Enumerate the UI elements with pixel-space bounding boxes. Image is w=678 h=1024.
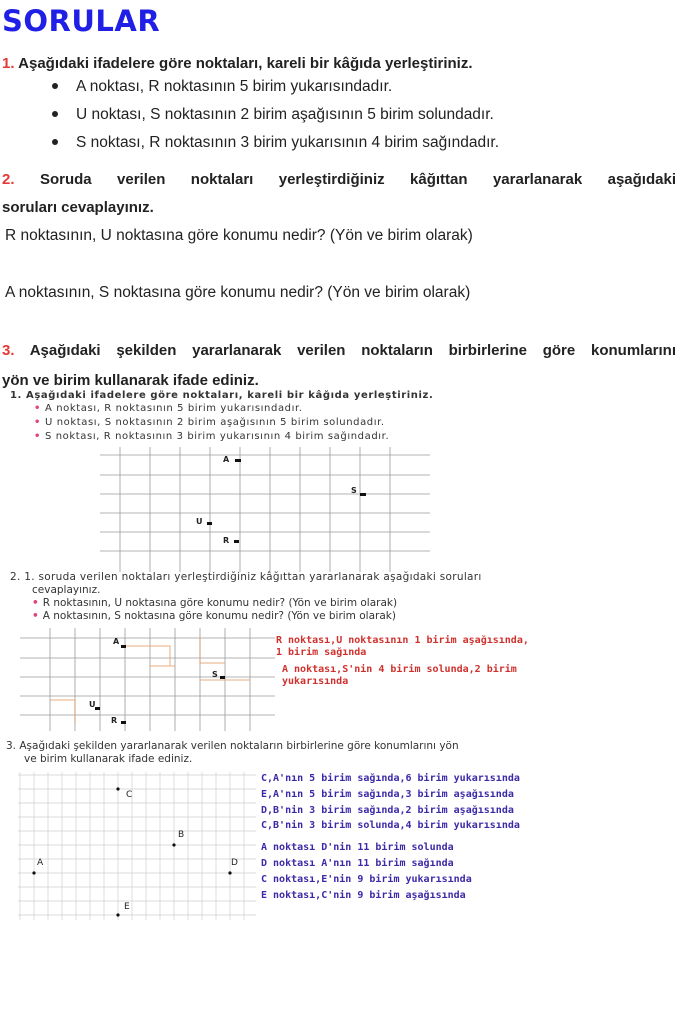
bullet-icon: • <box>32 610 39 622</box>
list-item: • A noktası, R noktasının 5 birim yukarısındadır. <box>34 403 303 414</box>
answer-text: D noktası A'nın 11 birim sağında <box>261 857 454 869</box>
point-a-mark <box>121 645 126 648</box>
question-2-number: 2. <box>2 171 15 188</box>
grid-2-label-r: R <box>111 716 118 725</box>
answer-text: 1 birim sağında <box>276 647 367 658</box>
grid-2-label-s: S <box>212 670 218 679</box>
grid-3-label-c: C <box>126 790 133 800</box>
answer-text: R noktası,U noktasının 1 birim aşağısında, <box>276 635 529 646</box>
scan-q1-heading: 1. Aşağıdaki ifadelere göre noktaları, kareli bir kâğıda yerleştiriniz. <box>10 390 434 401</box>
answer-text: C noktası,E'nin 9 birim yukarısında <box>261 873 472 885</box>
grid-1-label-s: S <box>351 486 357 495</box>
answer-text: C,B'nin 3 birim solunda,4 birim yukarısında <box>261 820 520 832</box>
grid-2-label-u: U <box>89 700 96 709</box>
question-3 <box>2 342 676 359</box>
point-b-mark <box>172 843 175 846</box>
question-1-number: 1. <box>2 55 15 72</box>
grid-1-label-a: A <box>223 455 230 464</box>
grid-1-label-u: U <box>196 517 203 526</box>
list-item: • U noktası, S noktasının 2 birim aşağısının 5 birim solundadır. <box>34 417 385 428</box>
list-item: • A noktasının, S noktasına göre konumu nedir? (Yön ve birim olarak) <box>32 610 396 622</box>
question-3-text-cont: yön ve birim kullanarak ifade ediniz. <box>2 372 259 389</box>
scan-q2-heading-cont: cevaplayınız. <box>32 584 101 596</box>
grid-1 <box>100 447 430 572</box>
question-2-text-cont: soruları cevaplayınız. <box>2 199 154 216</box>
question-1 <box>2 55 473 72</box>
bullet-icon: • <box>34 431 41 442</box>
grid-1-label-r: R <box>223 536 230 545</box>
answer-text: E noktası,C'nin 9 birim aşağısında <box>261 889 466 901</box>
point-u-mark <box>95 707 100 710</box>
bullet-icon: • <box>34 417 41 428</box>
question-2 <box>2 171 676 188</box>
grid-2 <box>20 628 275 731</box>
answer-text: yukarısında <box>282 676 349 687</box>
grid-3 <box>18 772 256 920</box>
bullet-icon <box>52 83 58 89</box>
bullet-icon: • <box>32 597 39 609</box>
point-s-mark <box>360 493 366 496</box>
question-2-sub-2: A noktasının, S noktasına göre konumu nedir? (Yön ve birim olarak) <box>5 284 471 301</box>
list-item: S noktası, R noktasının 3 birim yukarısının 4 birim sağındadır. <box>52 134 499 152</box>
grid-3-label-d: D <box>231 858 238 868</box>
answer-text: E,A'nın 5 birim sağında,3 birim aşağısında <box>261 788 514 800</box>
point-a-mark <box>235 459 241 462</box>
bullet-icon <box>52 139 58 145</box>
question-2-text: Soruda verilen noktaları yerleştirdiğiniz kâğıttan yararlanarak aşağıdaki <box>39 171 676 188</box>
list-item: A noktası, R noktasının 5 birim yukarısındadır. <box>52 78 392 96</box>
grid-3-label-e: E <box>124 902 130 912</box>
point-d-mark <box>228 871 231 874</box>
point-e-mark <box>116 913 119 916</box>
list-item: U noktası, S noktasının 2 birim aşağısının 5 birim solundadır. <box>52 106 494 124</box>
bullet-icon <box>52 111 58 117</box>
answers-list <box>261 771 520 903</box>
list-item: • R noktasının, U noktasına göre konumu nedir? (Yön ve birim olarak) <box>32 597 398 609</box>
scan-q3-heading-cont: ve birim kullanarak ifade ediniz. <box>24 753 193 765</box>
question-2-sub-1: R noktasının, U noktasına göre konumu nedir? (Yön ve birim olarak) <box>5 227 473 244</box>
answer-text: A noktası,S'nin 4 birim solunda,2 birim <box>282 664 517 675</box>
question-1-text: Aşağıdaki ifadelere göre noktaları, kareli bir kâğıda yerleştiriniz. <box>18 55 473 72</box>
answer-text: A noktası D'nin 11 birim solunda <box>261 842 454 854</box>
scan-q3-heading: 3. Aşağıdaki şekilden yararlanarak verilen noktaların birbirlerine göre konumlarını yön <box>6 740 459 752</box>
point-u-mark <box>207 522 212 525</box>
question-3-number: 3. <box>2 342 15 359</box>
scan-q2-heading: 2. 1. soruda verilen noktaları yerleştirdiğiniz kâğıttan yararlanarak aşağıdaki soruları <box>10 571 482 583</box>
grid-3-label-b: B <box>178 830 185 840</box>
bullet-icon: • <box>34 403 41 414</box>
question-3-text: Aşağıdaki şekilden yararlanarak verilen noktaların birbirlerine göre konumlarını <box>29 342 676 359</box>
answer-text: C,A'nın 5 birim sağında,6 birim yukarısında <box>261 773 520 784</box>
point-r-mark <box>121 721 126 724</box>
page-title: SORULAR <box>2 4 161 38</box>
list-item: • S noktası, R noktasının 3 birim yukarısının 4 birim sağındadır. <box>34 431 390 442</box>
grid-2-label-a: A <box>113 637 120 646</box>
point-a-mark <box>32 871 35 874</box>
answer-text: D,B'nin 3 birim sağında,2 birim aşağısında <box>261 804 514 816</box>
point-c-mark <box>116 787 119 790</box>
point-s-mark <box>220 676 225 679</box>
grid-3-label-a: A <box>37 858 44 868</box>
point-r-mark <box>234 540 239 543</box>
